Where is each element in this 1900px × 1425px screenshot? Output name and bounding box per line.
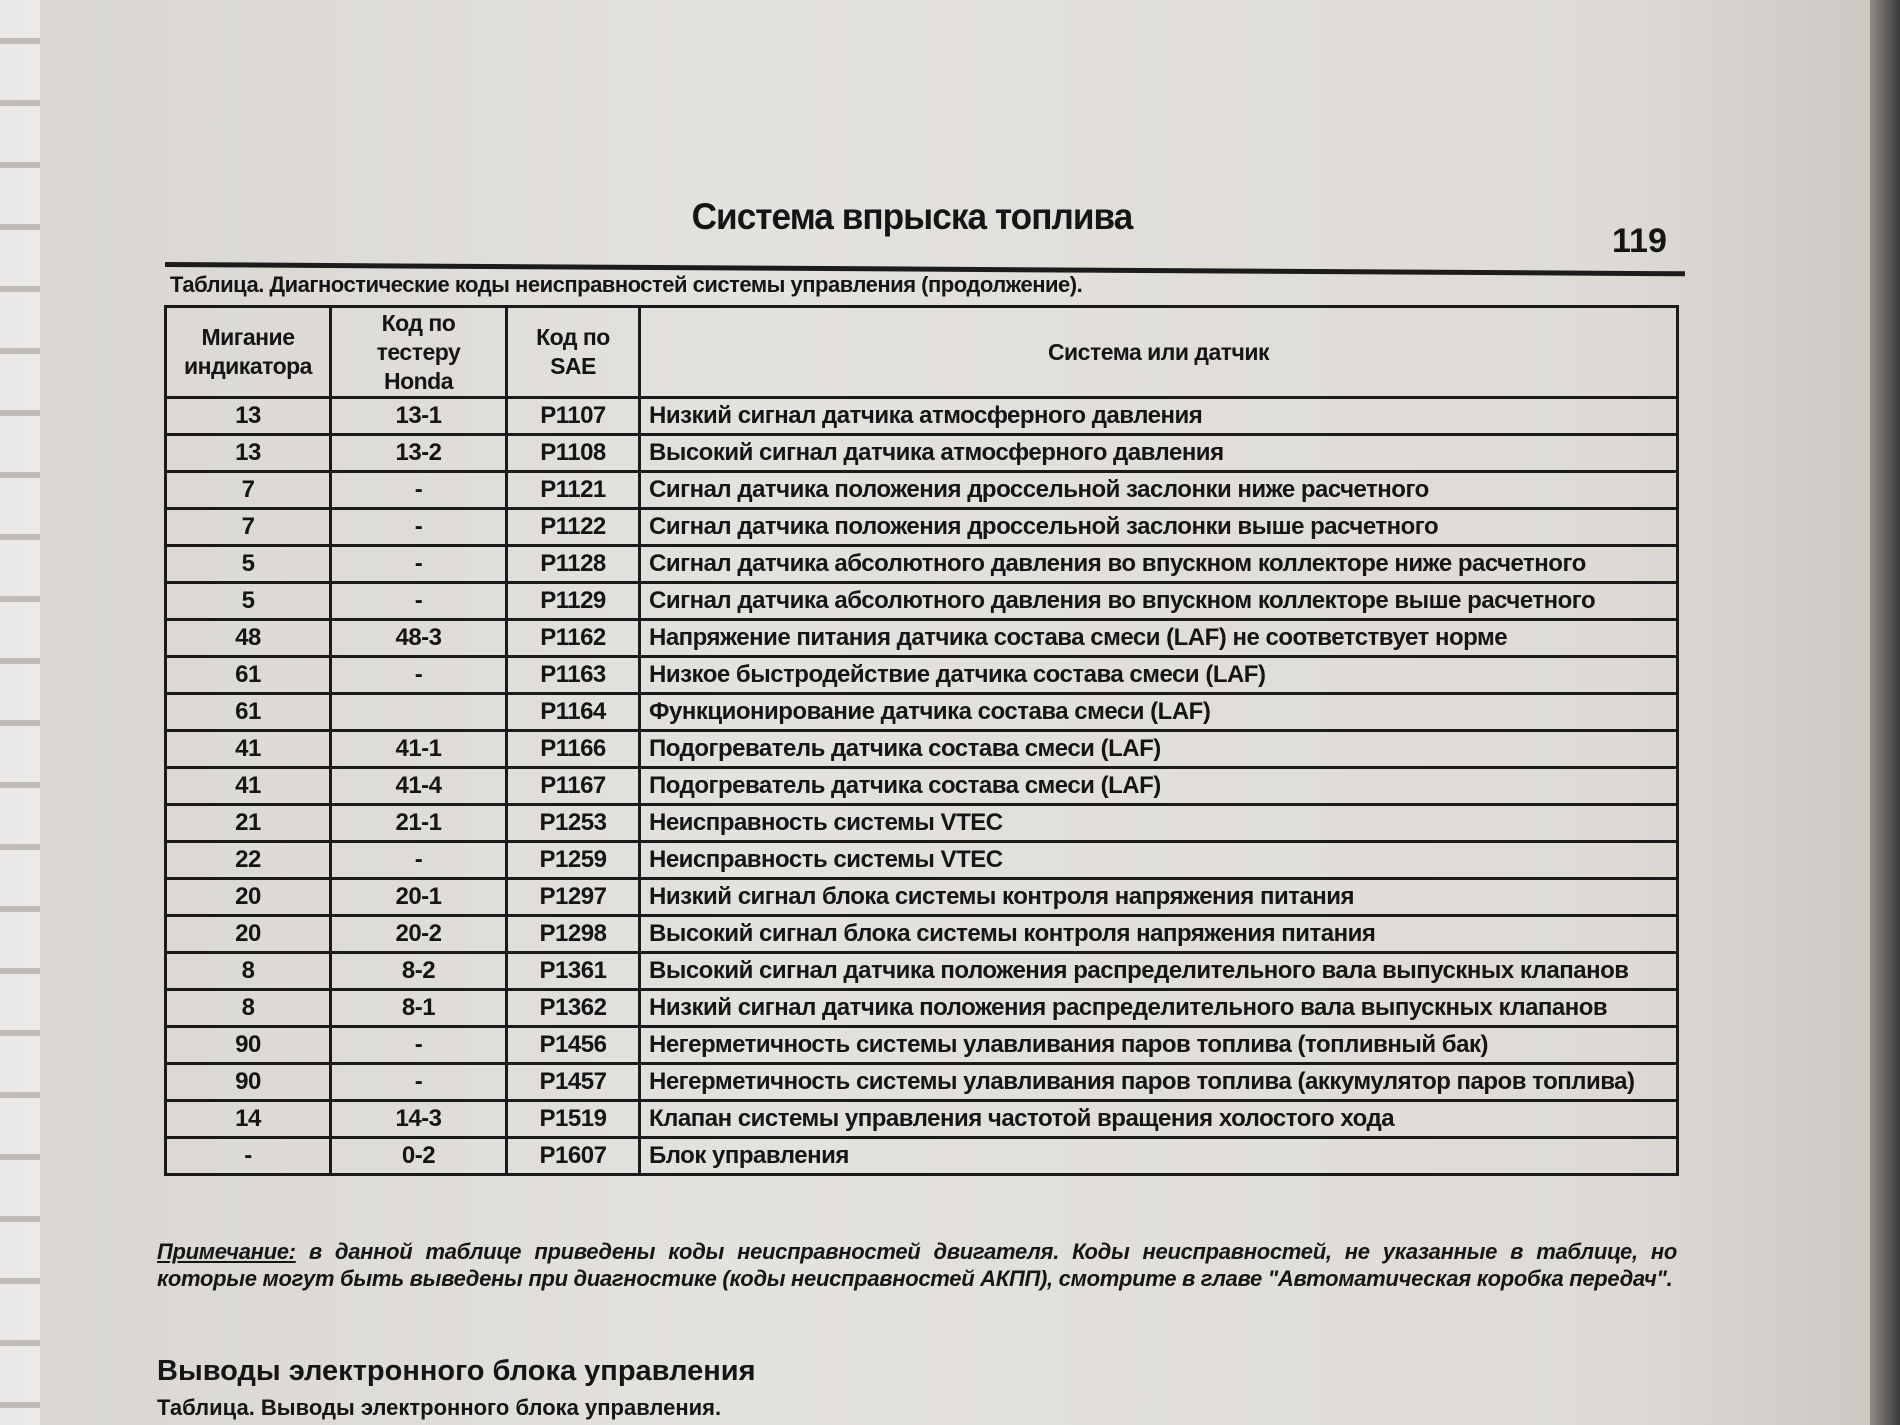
table-row	[166, 916, 1678, 953]
system-cell: Клапан системы управления частотой вращения холостого хода	[640, 1101, 1678, 1138]
honda-code-cell: -	[331, 842, 507, 879]
system-cell: Высокий сигнал датчика положения распределительного вала выпускных клапанов	[640, 953, 1678, 990]
system-cell: Сигнал датчика положения дроссельной заслонки выше расчетного	[640, 509, 1678, 546]
blink-count-cell: 13	[166, 435, 331, 472]
sae-code-cell: P1297	[507, 879, 640, 916]
table-row	[166, 472, 1678, 509]
sae-code-cell: P1121	[507, 472, 640, 509]
section-heading: Выводы электронного блока управления	[157, 1355, 756, 1387]
sae-code-cell: P1457	[507, 1064, 640, 1101]
honda-code-cell: -	[331, 509, 507, 546]
blink-count-cell: 41	[166, 731, 331, 768]
system-cell: Подогреватель датчика состава смеси (LAF)	[640, 731, 1678, 768]
table-row	[166, 435, 1678, 472]
note-label: Примечание:	[157, 1239, 296, 1264]
column-header: Система или датчик	[640, 307, 1678, 398]
column-header: Мигание индикатора	[166, 307, 331, 398]
table-row	[166, 953, 1678, 990]
sae-code-cell: P1362	[507, 990, 640, 1027]
system-cell: Напряжение питания датчика состава смеси (LAF) не соответствует норме	[640, 620, 1678, 657]
honda-code-cell: 13-1	[331, 398, 507, 435]
sae-code-cell: P1167	[507, 768, 640, 805]
honda-code-cell: -	[331, 583, 507, 620]
system-cell: Негерметичность системы улавливания паров топлива (аккумулятор паров топлива)	[640, 1064, 1678, 1101]
table-row	[166, 842, 1678, 879]
honda-code-cell: -	[331, 472, 507, 509]
table-row	[166, 1138, 1678, 1175]
table-row	[166, 694, 1678, 731]
honda-code-cell: 8-1	[331, 990, 507, 1027]
table-row	[166, 1027, 1678, 1064]
sae-code-cell: P1122	[507, 509, 640, 546]
honda-code-cell: 20-1	[331, 879, 507, 916]
system-cell: Высокий сигнал датчика атмосферного давления	[640, 435, 1678, 472]
honda-code-cell: -	[331, 546, 507, 583]
blink-count-cell: 90	[166, 1027, 331, 1064]
binder-rings	[0, 0, 40, 1425]
sae-code-cell: P1164	[507, 694, 640, 731]
system-cell: Сигнал датчика абсолютного давления во впускном коллекторе ниже расчетного	[640, 546, 1678, 583]
table-caption: Таблица. Диагностические коды неисправностей системы управления (продолжение).	[170, 272, 1083, 297]
sae-code-cell: P1128	[507, 546, 640, 583]
table-row	[166, 583, 1678, 620]
blink-count-cell: 20	[166, 879, 331, 916]
page-title: Система впрыска топлива	[691, 196, 1133, 237]
blink-count-cell: 5	[166, 546, 331, 583]
system-cell: Негерметичность системы улавливания паров топлива (топливный бак)	[640, 1027, 1678, 1064]
honda-code-cell: 0-2	[331, 1138, 507, 1175]
blink-count-cell: 8	[166, 953, 331, 990]
blink-count-cell: 61	[166, 657, 331, 694]
table-row	[166, 398, 1678, 435]
blink-count-cell: 20	[166, 916, 331, 953]
honda-code-cell: 41-1	[331, 731, 507, 768]
honda-code-cell: 20-2	[331, 916, 507, 953]
sae-code-cell: P1129	[507, 583, 640, 620]
system-cell: Блок управления	[640, 1138, 1678, 1175]
column-header: Код по тестеру Honda	[331, 307, 507, 398]
sae-code-cell: P1166	[507, 731, 640, 768]
column-header: Код по SAE	[507, 307, 640, 398]
section-table-caption: Таблица. Выводы электронного блока управления.	[157, 1395, 722, 1420]
system-cell: Низкий сигнал блока системы контроля напряжения питания	[640, 879, 1678, 916]
blink-count-cell: -	[166, 1138, 331, 1175]
honda-code-cell: 48-3	[331, 620, 507, 657]
sae-code-cell: P1162	[507, 620, 640, 657]
system-cell: Подогреватель датчика состава смеси (LAF)	[640, 768, 1678, 805]
sae-code-cell: P1259	[507, 842, 640, 879]
system-cell: Сигнал датчика положения дроссельной заслонки ниже расчетного	[640, 472, 1678, 509]
sae-code-cell: P1607	[507, 1138, 640, 1175]
system-cell: Сигнал датчика абсолютного давления во впускном коллекторе выше расчетного	[640, 583, 1678, 620]
blink-count-cell: 14	[166, 1101, 331, 1138]
table-row	[166, 879, 1678, 916]
honda-code-cell: 8-2	[331, 953, 507, 990]
system-cell: Неисправность системы VTEC	[640, 842, 1678, 879]
blink-count-cell: 61	[166, 694, 331, 731]
blink-count-cell: 7	[166, 509, 331, 546]
blink-count-cell: 8	[166, 990, 331, 1027]
sae-code-cell: P1253	[507, 805, 640, 842]
honda-code-cell: 21-1	[331, 805, 507, 842]
honda-code-cell: -	[331, 657, 507, 694]
system-cell: Низкий сигнал датчика положения распределительного вала выпускных клапанов	[640, 990, 1678, 1027]
table-row	[166, 731, 1678, 768]
blink-count-cell: 48	[166, 620, 331, 657]
blink-count-cell: 22	[166, 842, 331, 879]
table-row	[166, 509, 1678, 546]
sae-code-cell: P1298	[507, 916, 640, 953]
table-row	[166, 657, 1678, 694]
honda-code-cell: -	[331, 1064, 507, 1101]
honda-code-cell: 13-2	[331, 435, 507, 472]
honda-code-cell: -	[331, 1027, 507, 1064]
table-header-row	[166, 307, 1678, 398]
system-cell: Низкое быстродействие датчика состава смеси (LAF)	[640, 657, 1678, 694]
table-row	[166, 990, 1678, 1027]
note-text: в данной таблице приведены коды неисправностей двигателя. Коды неисправностей, не указанные в таблице, но которые могут быть выведены при диагностике (коды неисправностей АКПП), смотрите в главе "Автоматическая коробка передач".	[157, 1239, 1677, 1291]
table-row	[166, 768, 1678, 805]
table-row	[166, 1064, 1678, 1101]
table-note	[157, 1238, 1677, 1292]
sae-code-cell: P1456	[507, 1027, 640, 1064]
blink-count-cell: 7	[166, 472, 331, 509]
blink-count-cell: 90	[166, 1064, 331, 1101]
diagnostic-codes-table	[164, 305, 1679, 1176]
blink-count-cell: 41	[166, 768, 331, 805]
blink-count-cell: 21	[166, 805, 331, 842]
table-row	[166, 546, 1678, 583]
table-row	[166, 805, 1678, 842]
sae-code-cell: P1163	[507, 657, 640, 694]
honda-code-cell: 14-3	[331, 1101, 507, 1138]
page-number: 119	[1612, 222, 1667, 260]
system-cell: Низкий сигнал датчика атмосферного давления	[640, 398, 1678, 435]
honda-code-cell	[331, 694, 507, 731]
background-laptop	[1870, 0, 1900, 1425]
table-row	[166, 1101, 1678, 1138]
sae-code-cell: P1361	[507, 953, 640, 990]
system-cell: Функционирование датчика состава смеси (LAF)	[640, 694, 1678, 731]
honda-code-cell: 41-4	[331, 768, 507, 805]
sae-code-cell: P1108	[507, 435, 640, 472]
system-cell: Неисправность системы VTEC	[640, 805, 1678, 842]
system-cell: Высокий сигнал блока системы контроля напряжения питания	[640, 916, 1678, 953]
sae-code-cell: P1519	[507, 1101, 640, 1138]
sae-code-cell: P1107	[507, 398, 640, 435]
blink-count-cell: 5	[166, 583, 331, 620]
blink-count-cell: 13	[166, 398, 331, 435]
table-row	[166, 620, 1678, 657]
